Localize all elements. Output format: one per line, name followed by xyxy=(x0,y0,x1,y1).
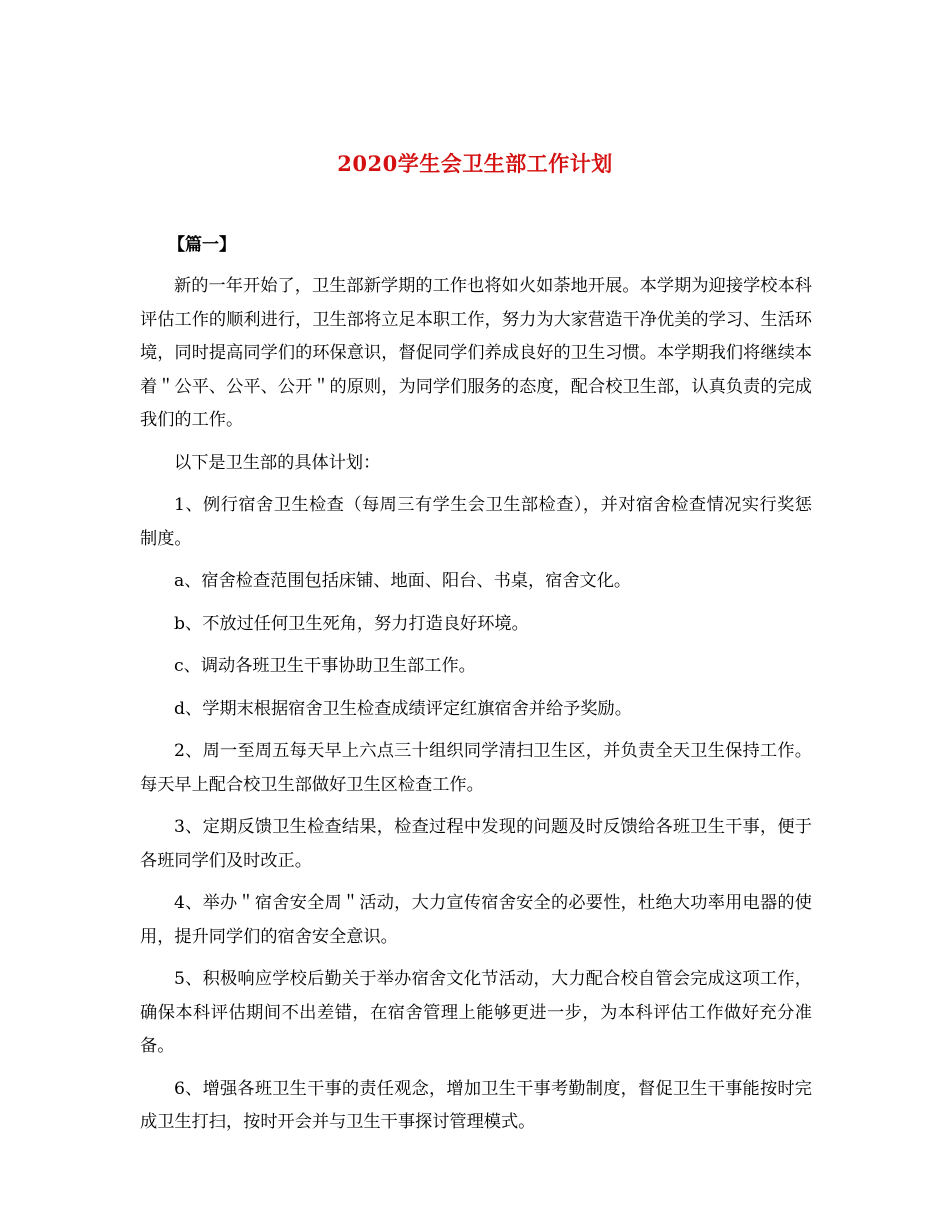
paragraph-item-1a: a、宿舍检查范围包括床铺、地面、阳台、书桌，宿舍文化。 xyxy=(174,571,632,591)
paragraph-item-1: 1、例行宿舍卫生检查（每周三有学生会卫生部检查），并对宿舍检查情况实行奖惩制度。 xyxy=(140,495,812,549)
section-label: 【篇一】 xyxy=(168,235,236,255)
paragraph-item-1d: d、学期末根据宿舍卫生检查成绩评定红旗宿舍并给予奖励。 xyxy=(174,698,632,719)
paragraph-item-6: 6、增强各班卫生干事的责任观念，增加卫生干事考勤制度，督促卫生干事能按时完成卫生打扫，按时开会并与卫生干事探讨管理模式。 xyxy=(140,1078,812,1132)
paragraph-plan-heading: 以下是卫生部的具体计划： xyxy=(174,452,381,473)
paragraph-intro: 新的一年开始了，卫生部新学期的工作也将如火如荼地开展。本学期为迎接学校本科评估工作的顺利进行，卫生部将立足本职工作，努力为大家营造干净优美的学习、生活环境，同时提高同学们的环保意识，督促同学们养成良好的卫生习惯。本学期我们将继续本着＂公平、公平、公开＂的原则，为同学们服务的态度，配合校卫生部，认真负责的完成我们的工作。 xyxy=(140,276,812,430)
document-body xyxy=(140,232,812,1149)
paragraph-item-1b: b、不放过任何卫生死角，努力打造良好环境。 xyxy=(174,613,529,634)
paragraph-item-2: 2、周一至周五每天早上六点三十组织同学清扫卫生区，并负责全天卫生保持工作。每天早上配合校卫生部做好卫生区检查工作。 xyxy=(140,741,812,795)
document-title: 2020学生会卫生部工作计划 xyxy=(337,151,613,176)
paragraph-item-5: 5、积极响应学校后勤关于举办宿舍文化节活动，大力配合校自管会完成这项工作，确保本科评估期间不出差错，在宿舍管理上能够更进一步，为本科评估工作做好充分准备。 xyxy=(140,969,812,1056)
paragraph-item-1c: c、调动各班卫生干事协助卫生部工作。 xyxy=(174,656,476,676)
paragraph-item-4: 4、举办＂宿舍安全周＂活动，大力宣传宿舍安全的必要性，杜绝大功率用电器的使用，提升同学们的宿舍安全意识。 xyxy=(140,893,812,947)
paragraph-item-3: 3、定期反馈卫生检查结果，检查过程中发现的问题及时反馈给各班卫生干事，便于各班同学们及时改正。 xyxy=(140,817,812,871)
